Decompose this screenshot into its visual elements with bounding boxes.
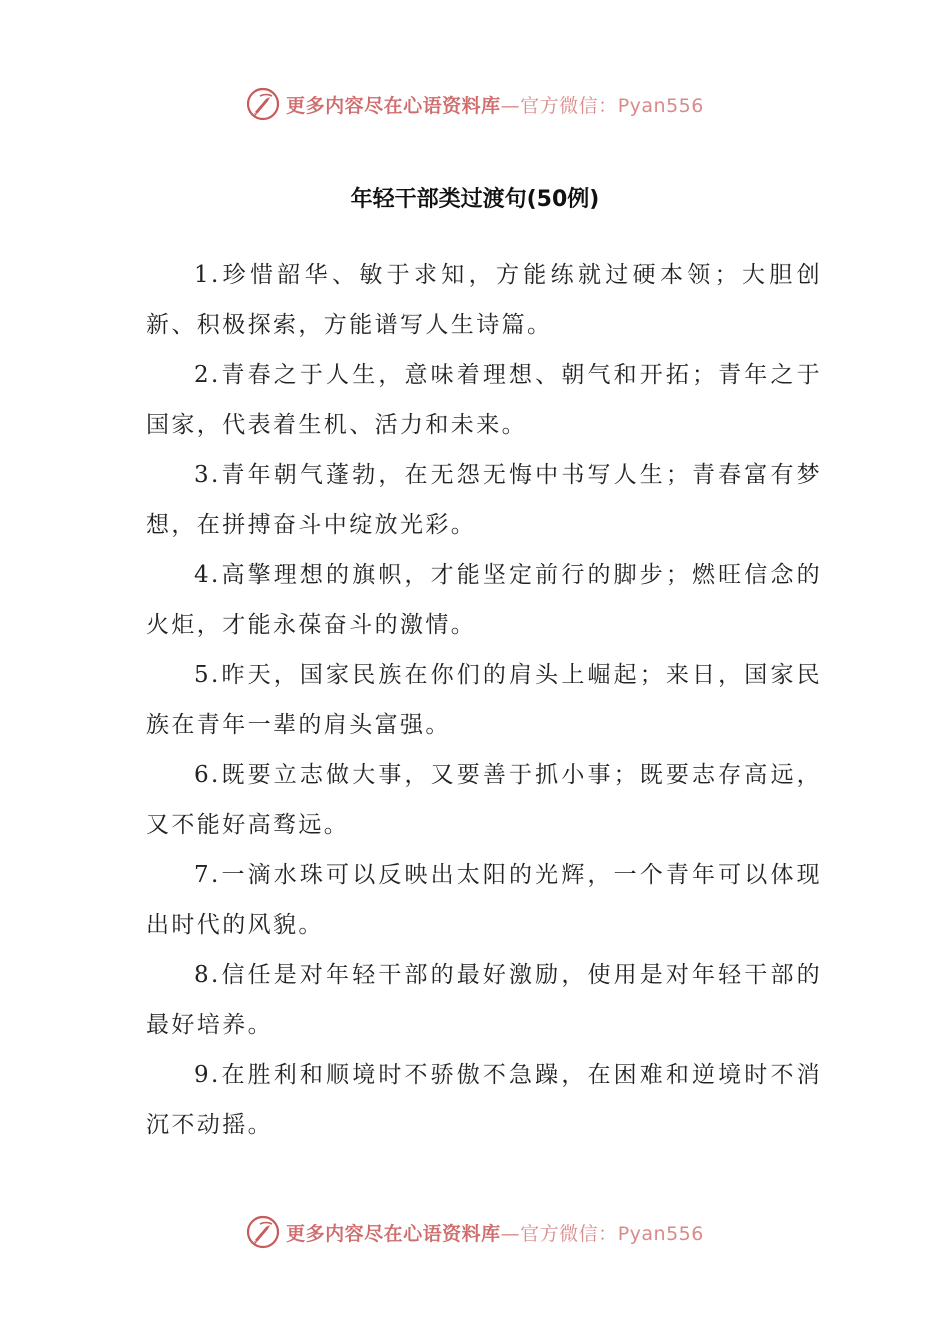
pen-nib-logo-icon bbox=[246, 1215, 280, 1249]
list-item: 8.信任是对年轻干部的最好激励，使用是对年轻干部的最好培养。 bbox=[146, 962, 822, 1038]
header-banner bbox=[0, 84, 950, 124]
pen-nib-logo-icon bbox=[246, 87, 280, 121]
list-item: 5.昨天，国家民族在你们的肩头上崛起；来日，国家民族在青年一辈的肩头富强。 bbox=[146, 662, 822, 738]
banner-wechat-id: Pyan556 bbox=[617, 1222, 704, 1245]
list-item: 9.在胜利和顺境时不骄傲不急躁，在困难和逆境时不消沉不动摇。 bbox=[146, 1062, 822, 1138]
list-item: 2.青春之于人生，意味着理想、朝气和开拓；青年之于国家，代表着生机、活力和未来。 bbox=[146, 362, 822, 438]
banner-separator: — bbox=[500, 94, 521, 117]
document-body bbox=[146, 250, 822, 1150]
banner-text bbox=[286, 91, 704, 118]
page-title: 年轻干部类过渡句(50例) bbox=[350, 187, 600, 212]
banner-separator: — bbox=[500, 1222, 521, 1245]
banner-brand: 更多内容尽在心语资料库 bbox=[286, 1222, 501, 1245]
footer-banner bbox=[0, 1212, 950, 1252]
list-item: 4.高擎理想的旗帜，才能坚定前行的脚步；燃旺信念的火炬，才能永葆奋斗的激情。 bbox=[146, 562, 822, 638]
banner-wechat-label: 官方微信： bbox=[520, 94, 618, 117]
list-item: 7.一滴水珠可以反映出太阳的光辉，一个青年可以体现出时代的风貌。 bbox=[146, 862, 822, 938]
list-item: 1.珍惜韶华、敏于求知，方能练就过硬本领；大胆创新、积极探索，方能谱写人生诗篇。 bbox=[146, 262, 822, 338]
list-item: 3.青年朝气蓬勃，在无怨无悔中书写人生；青春富有梦想，在拼搏奋斗中绽放光彩。 bbox=[146, 462, 822, 538]
banner-wechat-label: 官方微信： bbox=[520, 1222, 618, 1245]
list-item: 6.既要立志做大事，又要善于抓小事；既要志存高远，又不能好高骛远。 bbox=[146, 762, 822, 838]
banner-wechat-id: Pyan556 bbox=[617, 94, 704, 117]
banner-brand: 更多内容尽在心语资料库 bbox=[286, 94, 501, 117]
banner-text bbox=[286, 1219, 704, 1246]
